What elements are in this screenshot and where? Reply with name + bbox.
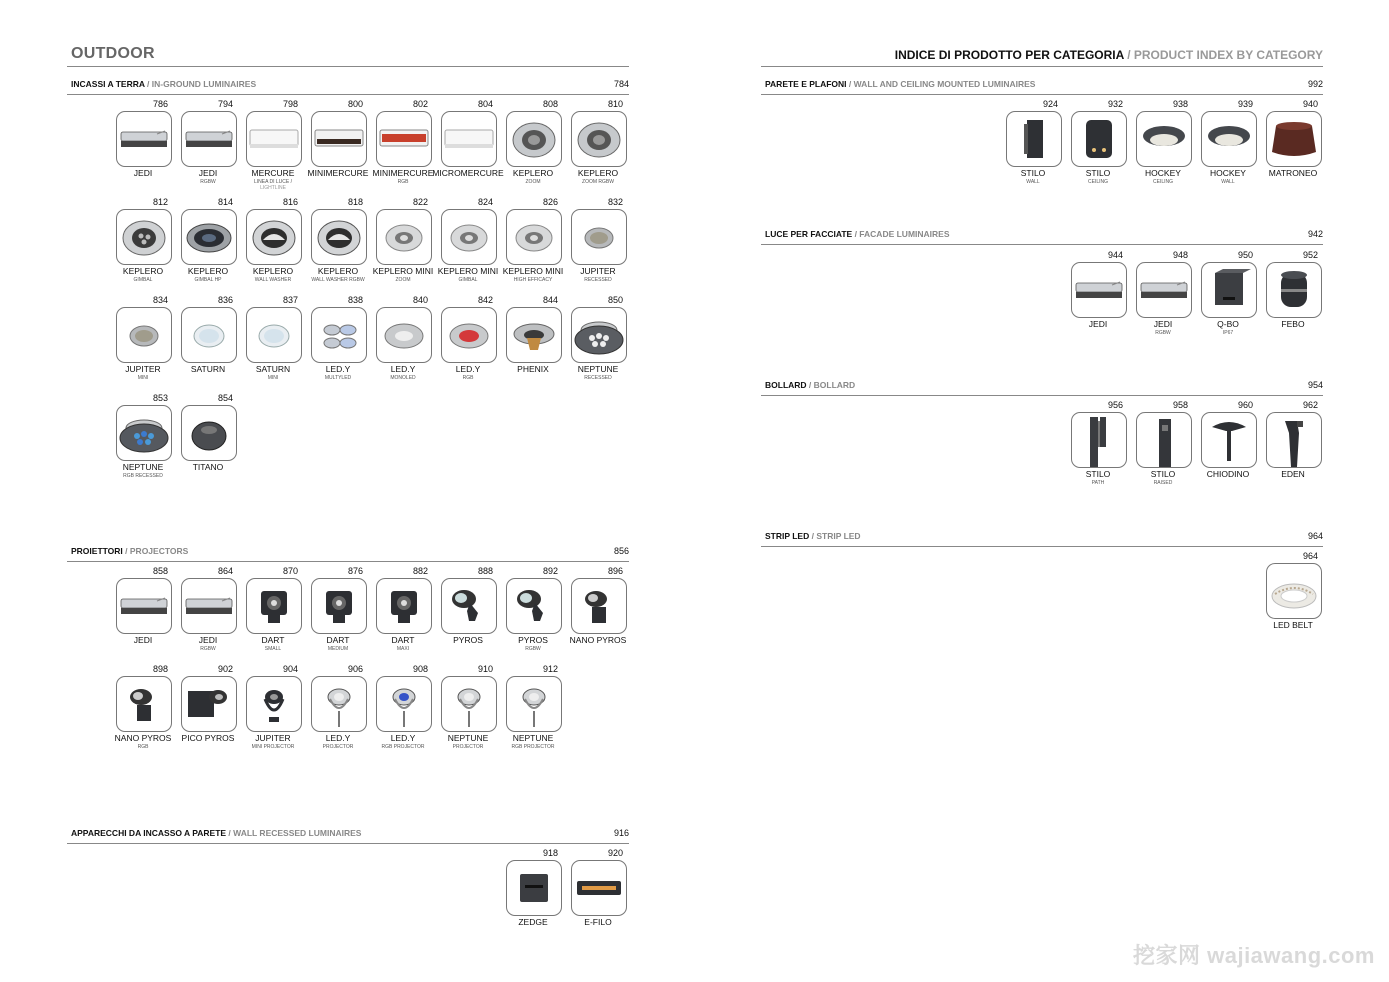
- product-page-number: 810: [607, 99, 623, 109]
- product-card[interactable]: [112, 393, 174, 491]
- product-variant: MINI: [267, 375, 279, 381]
- product-variant: LINEA DI LUCE /: [253, 179, 293, 185]
- product-page-number: 824: [477, 197, 493, 207]
- section-header-bollard: [761, 380, 1323, 396]
- product-variant: PATH: [1091, 480, 1105, 486]
- efilo-icon: [571, 860, 627, 916]
- product-page-number: 826: [542, 197, 558, 207]
- product-page-number: 858: [152, 566, 168, 576]
- product-name: JEDI: [198, 635, 218, 645]
- product-card[interactable]: [1262, 99, 1324, 197]
- product-card[interactable]: [112, 99, 174, 197]
- product-name: LED.Y: [325, 364, 351, 374]
- product-card[interactable]: [1132, 99, 1194, 197]
- product-name: MINIMERCURE: [307, 168, 369, 178]
- product-page-number: 838: [347, 295, 363, 305]
- section-header-strip: [761, 531, 1323, 547]
- product-variant: WALL WASHER: [254, 277, 292, 283]
- product-variant: RGB: [397, 179, 409, 185]
- stilo-wall-icon: [1006, 111, 1062, 167]
- product-name: ZEDGE: [518, 917, 548, 927]
- product-page-number: 832: [607, 197, 623, 207]
- product-page-number: 786: [152, 99, 168, 109]
- product-page-number: 958: [1172, 400, 1188, 410]
- product-page-number: 910: [477, 664, 493, 674]
- zedge-icon: [506, 860, 562, 916]
- product-card[interactable]: [177, 566, 239, 664]
- product-card[interactable]: [502, 197, 564, 295]
- product-name: JEDI: [133, 168, 153, 178]
- product-name: MATRONEO: [1268, 168, 1318, 178]
- product-name: LED BELT: [1273, 620, 1313, 630]
- product-variant: RGB: [137, 744, 149, 750]
- product-page-number: 950: [1237, 250, 1253, 260]
- product-card[interactable]: [1002, 99, 1064, 197]
- multi-led-icon: [311, 307, 367, 363]
- product-variant: RECESSED: [584, 375, 612, 381]
- product-name: MINIMERCURE: [372, 168, 434, 178]
- section-name: INCASSI A TERRA / IN-GROUND LUMINAIRES: [71, 79, 257, 89]
- product-name: NEPTUNE: [447, 733, 489, 743]
- profile-bar-icon: [116, 111, 172, 167]
- section-page-number: 954: [1307, 380, 1323, 390]
- round-recessed-icon: [506, 111, 562, 167]
- product-name: STILO: [1085, 469, 1111, 479]
- product-name: JEDI: [198, 168, 218, 178]
- product-name: LED.Y: [325, 733, 351, 743]
- dart-icon: [246, 578, 302, 634]
- product-name: STILO: [1020, 168, 1046, 178]
- product-card[interactable]: [502, 848, 564, 946]
- section-header-proiettori: [67, 546, 629, 562]
- product-page-number: 918: [542, 848, 558, 858]
- product-card[interactable]: [502, 566, 564, 664]
- product-card[interactable]: [437, 295, 499, 393]
- product-card[interactable]: [177, 197, 239, 295]
- product-page-number: 812: [152, 197, 168, 207]
- mini-round-icon: [376, 209, 432, 265]
- product-name: HOCKEY: [1145, 168, 1181, 178]
- hockey-icon: [1201, 111, 1257, 167]
- section-name: PARETE E PLAFONI / WALL AND CEILING MOUNTED LUMINAIRES: [765, 79, 1036, 89]
- product-name: KEPLERO: [512, 168, 554, 178]
- mini-round-icon: [506, 209, 562, 265]
- product-page-number: 906: [347, 664, 363, 674]
- product-card[interactable]: [567, 99, 629, 197]
- product-page-number: 808: [542, 99, 558, 109]
- section-name: PROIETTORI / PROJECTORS: [71, 546, 189, 556]
- product-card[interactable]: [567, 197, 629, 295]
- white-bar-icon: [441, 111, 497, 167]
- product-variant: MINI: [137, 375, 149, 381]
- index-title-sub: / PRODUCT INDEX BY CATEGORY: [1123, 48, 1323, 62]
- product-card[interactable]: [307, 197, 369, 295]
- gimbal-dark-icon: [181, 209, 237, 265]
- product-card[interactable]: [372, 664, 434, 762]
- product-variant: MONOLED: [390, 375, 416, 381]
- product-page-number: 864: [217, 566, 233, 576]
- pico-pyros-icon: [181, 676, 237, 732]
- product-name: Q-BO: [1217, 319, 1239, 329]
- product-variant: CEILING: [1152, 179, 1173, 185]
- product-card[interactable]: [112, 566, 174, 664]
- product-variant: RGBW: [200, 646, 216, 652]
- product-variant: MAXI: [396, 646, 410, 652]
- profile-bar-icon: [181, 578, 237, 634]
- product-name: LED.Y: [390, 733, 416, 743]
- product-card[interactable]: [242, 566, 304, 664]
- product-variant: ZOOM: [525, 179, 541, 185]
- section-name: BOLLARD / BOLLARD: [765, 380, 856, 390]
- neptune-icon: [571, 307, 627, 363]
- top-rule-left: [67, 66, 629, 67]
- product-page-number: 844: [542, 295, 558, 305]
- chiodino-icon: [1201, 412, 1257, 468]
- product-card[interactable]: [1132, 400, 1194, 498]
- product-name: DART: [261, 635, 285, 645]
- product-card[interactable]: [567, 566, 629, 664]
- product-page-number: 892: [542, 566, 558, 576]
- product-variant: WALL WASHER RGBW: [311, 277, 365, 283]
- product-page-number: 952: [1302, 250, 1318, 260]
- led-belt-icon: [1266, 563, 1322, 619]
- product-variant: RGB RECESSED: [123, 473, 163, 479]
- product-name: KEPLERO MINI: [437, 266, 499, 276]
- product-page-number: 818: [347, 197, 363, 207]
- product-name: STILO: [1150, 469, 1176, 479]
- product-card[interactable]: [372, 197, 434, 295]
- product-card[interactable]: [502, 664, 564, 762]
- product-variant: ZOOM: [395, 277, 411, 283]
- product-page-number: 896: [607, 566, 623, 576]
- product-name: LED.Y: [455, 364, 481, 374]
- section-name: STRIP LED / STRIP LED: [765, 531, 861, 541]
- product-card[interactable]: [372, 566, 434, 664]
- product-card[interactable]: [177, 393, 239, 491]
- product-name: STILO: [1085, 168, 1111, 178]
- product-card[interactable]: [242, 664, 304, 762]
- matroneo-icon: [1266, 111, 1322, 167]
- phenix-icon: [506, 307, 562, 363]
- product-variant: CEILING: [1087, 179, 1108, 185]
- product-page-number: 804: [477, 99, 493, 109]
- profile-bar-icon: [1136, 262, 1192, 318]
- dart-icon: [311, 578, 367, 634]
- product-variant: PROJECTOR: [322, 744, 354, 750]
- section-header-incassi: [67, 79, 629, 95]
- product-card[interactable]: [502, 99, 564, 197]
- product-name: SATURN: [190, 364, 226, 374]
- section-page-number: 784: [613, 79, 629, 89]
- product-page-number: 802: [412, 99, 428, 109]
- product-page-number: 853: [152, 393, 168, 403]
- product-page-number: 898: [152, 664, 168, 674]
- spike-projector-blue-icon: [376, 676, 432, 732]
- product-page-number: 938: [1172, 99, 1188, 109]
- product-name: DART: [326, 635, 350, 645]
- product-card[interactable]: [1067, 99, 1129, 197]
- watermark: 挖家网 wajiawang.com: [1133, 943, 1375, 968]
- product-card[interactable]: [502, 295, 564, 393]
- product-name: NEPTUNE: [122, 462, 164, 472]
- product-variant: IP67: [1222, 330, 1234, 336]
- product-variant-secondary: LIGHTLINE: [260, 185, 286, 191]
- product-page-number: 842: [477, 295, 493, 305]
- profile-bar-icon: [116, 578, 172, 634]
- pyros-icon: [441, 578, 497, 634]
- section-header-parete-plafoni: [761, 79, 1323, 95]
- product-card[interactable]: [437, 197, 499, 295]
- wall-washer-icon: [246, 209, 302, 265]
- product-name: PICO PYROS: [181, 733, 235, 743]
- product-variant: RGB PROJECTOR: [511, 744, 555, 750]
- product-name: JEDI: [1088, 319, 1108, 329]
- section-page-number: 964: [1307, 531, 1323, 541]
- product-name: LED.Y: [390, 364, 416, 374]
- product-variant: RGBW: [1155, 330, 1171, 336]
- product-name: NANO PYROS: [114, 733, 172, 743]
- product-page-number: 940: [1302, 99, 1318, 109]
- product-card[interactable]: [307, 99, 369, 197]
- product-variant: RGBW: [200, 179, 216, 185]
- product-name: KEPLERO MINI: [502, 266, 564, 276]
- product-variant: MULTYLED: [324, 375, 352, 381]
- product-card[interactable]: [177, 295, 239, 393]
- product-page-number: 816: [282, 197, 298, 207]
- product-page-number: 944: [1107, 250, 1123, 260]
- section-page-number: 992: [1307, 79, 1323, 89]
- product-variant: WALL: [1221, 179, 1235, 185]
- product-name: JEDI: [133, 635, 153, 645]
- page-title: OUTDOOR: [71, 45, 155, 62]
- product-page-number: 962: [1302, 400, 1318, 410]
- product-name: KEPLERO: [252, 266, 294, 276]
- product-page-number: 924: [1042, 99, 1058, 109]
- product-page-number: 956: [1107, 400, 1123, 410]
- product-name: JUPITER: [580, 266, 616, 276]
- product-page-number: 837: [282, 295, 298, 305]
- product-page-number: 948: [1172, 250, 1188, 260]
- profile-bar-icon: [1071, 262, 1127, 318]
- red-led-icon: [441, 307, 497, 363]
- mini-round-icon: [441, 209, 497, 265]
- wall-washer-icon: [311, 209, 367, 265]
- index-title-main: INDICE DI PRODOTTO PER CATEGORIA: [894, 48, 1124, 62]
- qbo-icon: [1201, 262, 1257, 318]
- product-card[interactable]: [112, 295, 174, 393]
- product-name: KEPLERO: [317, 266, 359, 276]
- nano-pyros-icon: [571, 578, 627, 634]
- eden-icon: [1266, 412, 1322, 468]
- product-page-number: 870: [282, 566, 298, 576]
- product-name: MICROMERCURE: [432, 168, 504, 178]
- product-page-number: 960: [1237, 400, 1253, 410]
- product-card[interactable]: [1197, 99, 1259, 197]
- nano-pyros-icon: [116, 676, 172, 732]
- stilo-path-icon: [1071, 412, 1127, 468]
- top-rule-right: [761, 66, 1323, 67]
- product-page-number: 854: [217, 393, 233, 403]
- product-page-number: 840: [412, 295, 428, 305]
- section-header-facciate: [761, 229, 1323, 245]
- product-card[interactable]: [1067, 250, 1129, 348]
- product-name: PHENIX: [517, 364, 549, 374]
- dark-bar-icon: [311, 111, 367, 167]
- profile-bar-icon: [181, 111, 237, 167]
- product-page-number: 794: [217, 99, 233, 109]
- product-variant: MINI PROJECTOR: [251, 744, 295, 750]
- flat-disc-icon: [116, 307, 172, 363]
- product-name: NEPTUNE: [512, 733, 554, 743]
- spike-projector-icon: [506, 676, 562, 732]
- product-card[interactable]: [432, 99, 504, 197]
- product-name: HOCKEY: [1210, 168, 1246, 178]
- titano-icon: [181, 405, 237, 461]
- round-recessed-icon: [571, 111, 627, 167]
- product-page-number: 904: [282, 664, 298, 674]
- product-variant: RGB: [462, 375, 474, 381]
- product-page-number: 836: [217, 295, 233, 305]
- product-card[interactable]: [567, 295, 629, 393]
- section-page-number: 916: [613, 828, 629, 838]
- product-card[interactable]: [372, 295, 434, 393]
- product-variant: GIMBAL: [133, 277, 153, 283]
- glass-disc-icon: [246, 307, 302, 363]
- product-variant: MEDIUM: [327, 646, 349, 652]
- product-card[interactable]: [242, 295, 304, 393]
- section-name: LUCE PER FACCIATE / FACADE LUMINAIRES: [765, 229, 950, 239]
- product-page-number: 902: [217, 664, 233, 674]
- red-bar-icon: [376, 111, 432, 167]
- product-card[interactable]: [1132, 250, 1194, 348]
- product-name: EDEN: [1281, 469, 1305, 479]
- product-name: NEPTUNE: [577, 364, 619, 374]
- product-card[interactable]: [372, 99, 434, 197]
- product-name: TITANO: [192, 462, 224, 472]
- product-card[interactable]: [1197, 400, 1259, 498]
- product-variant: HIGH EFFICACY: [513, 277, 553, 283]
- product-page-number: 798: [282, 99, 298, 109]
- product-card[interactable]: [242, 197, 304, 295]
- product-name: SATURN: [255, 364, 291, 374]
- product-variant: ZOOM RGBW: [582, 179, 614, 185]
- section-page-number: 856: [613, 546, 629, 556]
- product-name: CHIODINO: [1206, 469, 1250, 479]
- product-name: KEPLERO MINI: [372, 266, 434, 276]
- product-page-number: 814: [217, 197, 233, 207]
- product-card[interactable]: [307, 566, 369, 664]
- product-variant: WALL: [1026, 179, 1040, 185]
- product-card[interactable]: [1262, 400, 1324, 498]
- product-variant: RECESSED: [584, 277, 612, 283]
- product-variant: GIMBAL: [458, 277, 478, 283]
- product-page-number: 800: [347, 99, 363, 109]
- product-page-number: 834: [152, 295, 168, 305]
- section-name: APPARECCHI DA INCASSO A PARETE / WALL RECESSED LUMINAIRES: [71, 828, 362, 838]
- product-name: KEPLERO: [122, 266, 164, 276]
- section-page-number: 942: [1307, 229, 1323, 239]
- glass-disc-icon: [181, 307, 237, 363]
- product-page-number: 912: [542, 664, 558, 674]
- product-name: KEPLERO: [187, 266, 229, 276]
- mono-led-icon: [376, 307, 432, 363]
- index-title: [895, 48, 1323, 62]
- product-name: PYROS: [453, 635, 483, 645]
- neptune-rgb-icon: [116, 405, 172, 461]
- product-variant: SMALL: [264, 646, 282, 652]
- product-name: FEBO: [1281, 319, 1305, 329]
- flat-disc-icon: [571, 209, 627, 265]
- product-name: JUPITER: [255, 733, 291, 743]
- product-card[interactable]: [437, 664, 499, 762]
- product-card[interactable]: [177, 664, 239, 762]
- product-card[interactable]: [1262, 551, 1324, 649]
- product-page-number: 920: [607, 848, 623, 858]
- spike-projector-icon: [311, 676, 367, 732]
- product-page-number: 908: [412, 664, 428, 674]
- product-variant: RGB PROJECTOR: [381, 744, 425, 750]
- product-variant: GIMBAL HP: [194, 277, 222, 283]
- hockey-icon: [1136, 111, 1192, 167]
- stilo-raised-icon: [1136, 412, 1192, 468]
- product-card[interactable]: [112, 197, 174, 295]
- product-variant: RGBW: [525, 646, 541, 652]
- product-page-number: 939: [1237, 99, 1253, 109]
- product-card[interactable]: [567, 848, 629, 946]
- product-card[interactable]: [1067, 400, 1129, 498]
- spike-projector-icon: [441, 676, 497, 732]
- gimbal-icon: [116, 209, 172, 265]
- product-page-number: 882: [412, 566, 428, 576]
- product-name: KEPLERO: [577, 168, 619, 178]
- mini-projector-icon: [246, 676, 302, 732]
- product-card[interactable]: [112, 664, 174, 762]
- product-name: DART: [391, 635, 415, 645]
- product-page-number: 888: [477, 566, 493, 576]
- product-card[interactable]: [307, 295, 369, 393]
- product-name: JEDI: [1153, 319, 1173, 329]
- stilo-ceiling-icon: [1071, 111, 1127, 167]
- dart-icon: [376, 578, 432, 634]
- product-variant: RAISED: [1153, 480, 1173, 486]
- product-card[interactable]: [307, 664, 369, 762]
- product-card[interactable]: [177, 99, 239, 197]
- white-bar-icon: [246, 111, 302, 167]
- product-card[interactable]: [437, 566, 499, 664]
- product-card[interactable]: [1197, 250, 1259, 348]
- product-page-number: 932: [1107, 99, 1123, 109]
- product-card[interactable]: [1262, 250, 1324, 348]
- product-page-number: 876: [347, 566, 363, 576]
- product-variant: PROJECTOR: [452, 744, 484, 750]
- product-name: MERCURE: [251, 168, 295, 178]
- product-page-number: 822: [412, 197, 428, 207]
- product-page-number: 850: [607, 295, 623, 305]
- section-header-parete-incasso: [67, 828, 629, 844]
- product-name: NANO PYROS: [569, 635, 627, 645]
- febo-icon: [1266, 262, 1322, 318]
- product-name: E-FILO: [584, 917, 612, 927]
- pyros-icon: [506, 578, 562, 634]
- product-page-number: 964: [1302, 551, 1318, 561]
- product-card[interactable]: [242, 99, 304, 197]
- product-name: PYROS: [518, 635, 548, 645]
- product-name: JUPITER: [125, 364, 161, 374]
